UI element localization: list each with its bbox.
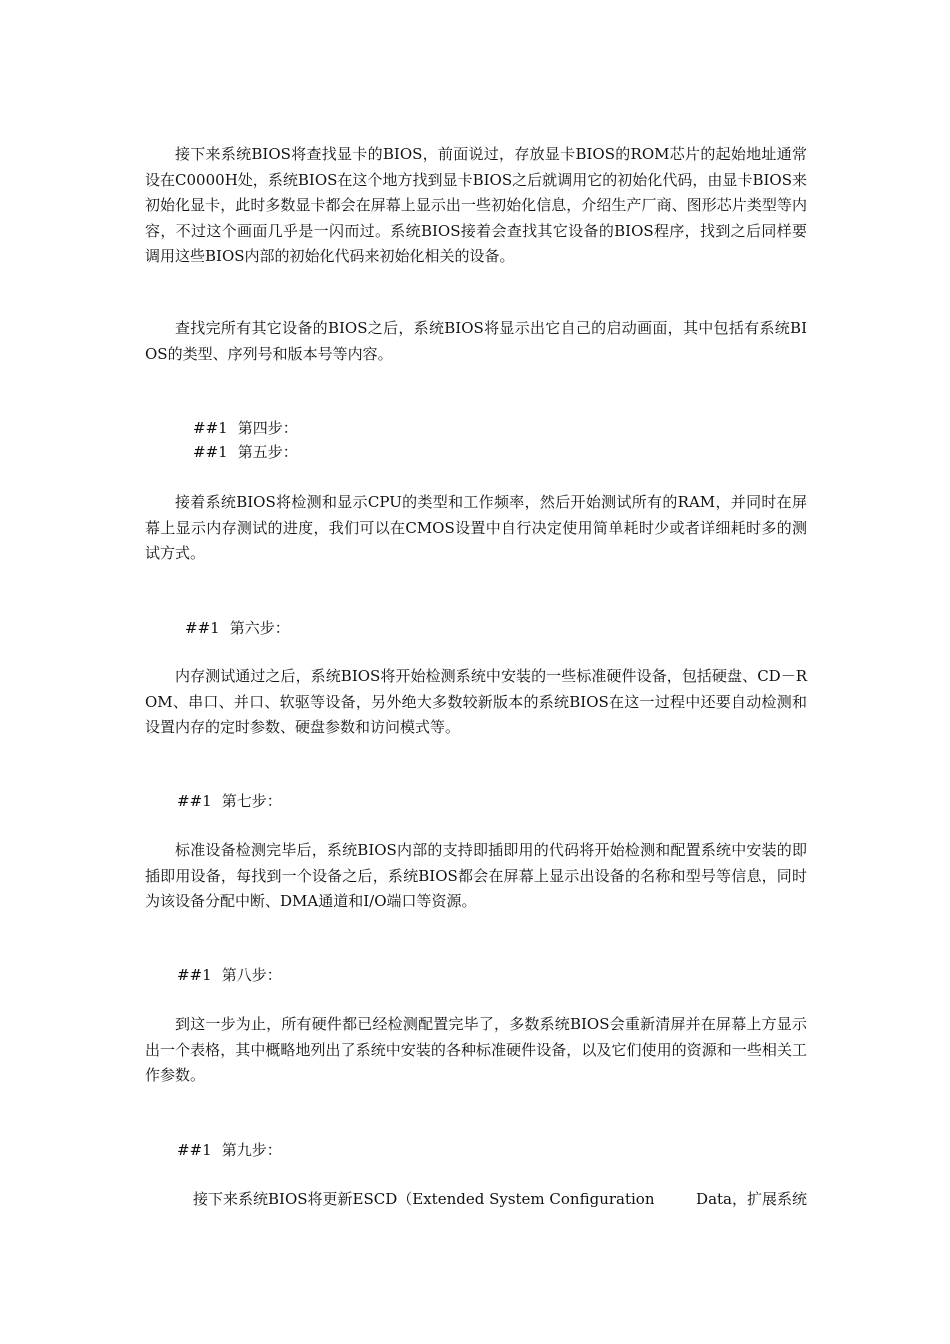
- paragraph-hardware-table: 到这一步为止，所有硬件都已经检测配置完毕了，多数系统BIOS会重新清屏并在屏幕上方显示出一个表格，其中概略地列出了系统中安装的各种标准硬件设备，以及它们使用的资源和一些相关工作参数。: [145, 1015, 807, 1084]
- heading-marker: ##1: [193, 443, 228, 461]
- paragraph-hardware-detect: 内存测试通过之后，系统BIOS将开始检测系统中安装的一些标准硬件设备，包括硬盘、CD－ROM、串口、并口、软驱等设备，另外绝大多数较新版本的系统BIOS在这一过程中还要自动检测和设置内存的定时参数、硬盘参数和访问模式等。: [145, 667, 807, 736]
- heading-step-six: [185, 616, 290, 640]
- heading-label: 第七步：: [221, 792, 282, 810]
- paragraph-escd-text-continued: Data，扩展系统: [696, 1190, 807, 1208]
- paragraph-cpu-ram-test: 接着系统BIOS将检测和显示CPU的类型和工作频率，然后开始测试所有的RAM，并同时在屏幕上显示内存测试的进度，我们可以在CMOS设置中自行决定使用简单耗时少或者详细耗时多的测试方式。: [145, 493, 807, 562]
- paragraph-escd-update: [145, 1187, 807, 1213]
- heading-label: 第九步：: [221, 1141, 282, 1159]
- heading-label: 第四步：: [237, 419, 298, 437]
- heading-step-eight: [177, 963, 282, 987]
- paragraph-escd-text: 接下来系统BIOS将更新ESCD（Extended System Configuration: [193, 1190, 655, 1208]
- paragraph-boot-screen: 查找完所有其它设备的BIOS之后，系统BIOS将显示出它自己的启动画面，其中包括有系统BIOS的类型、序列号和版本号等内容。: [145, 319, 807, 363]
- heading-marker: ##1: [177, 966, 212, 984]
- heading-marker: ##1: [177, 1141, 212, 1159]
- heading-step-nine: [177, 1138, 282, 1162]
- heading-step-four: [193, 416, 298, 440]
- heading-marker: ##1: [193, 419, 228, 437]
- paragraph-plug-and-play: 标准设备检测完毕后，系统BIOS内部的支持即插即用的代码将开始检测和配置系统中安装的即插即用设备，每找到一个设备之后，系统BIOS都会在屏幕上显示出设备的名称和型号等信息，同时为该设备分配中断、DMA通道和I/O端口等资源。: [145, 841, 807, 910]
- heading-step-seven: [177, 789, 282, 813]
- paragraph-display-bios: 接下来系统BIOS将查找显卡的BIOS，前面说过，存放显卡BIOS的ROM芯片的起始地址通常设在C0000H处，系统BIOS在这个地方找到显卡BIOS之后就调用它的初始化代码，由显卡BIOS来初始化显卡，此时多数显卡都会在屏幕上显示出一些初始化信息，介绍生产厂商、图形芯片类型等内容，不过这个画面几乎是一闪而过。系统BIOS接着会查找其它设备的BIOS程序，找到之后同样要调用这些BIOS内部的初始化代码来初始化相关的设备。: [145, 145, 807, 265]
- heading-label: 第六步：: [229, 619, 290, 637]
- heading-label: 第五步：: [237, 443, 298, 461]
- heading-label: 第八步：: [221, 966, 282, 984]
- heading-marker: ##1: [185, 619, 220, 637]
- heading-marker: ##1: [177, 792, 212, 810]
- heading-step-five: [193, 440, 298, 464]
